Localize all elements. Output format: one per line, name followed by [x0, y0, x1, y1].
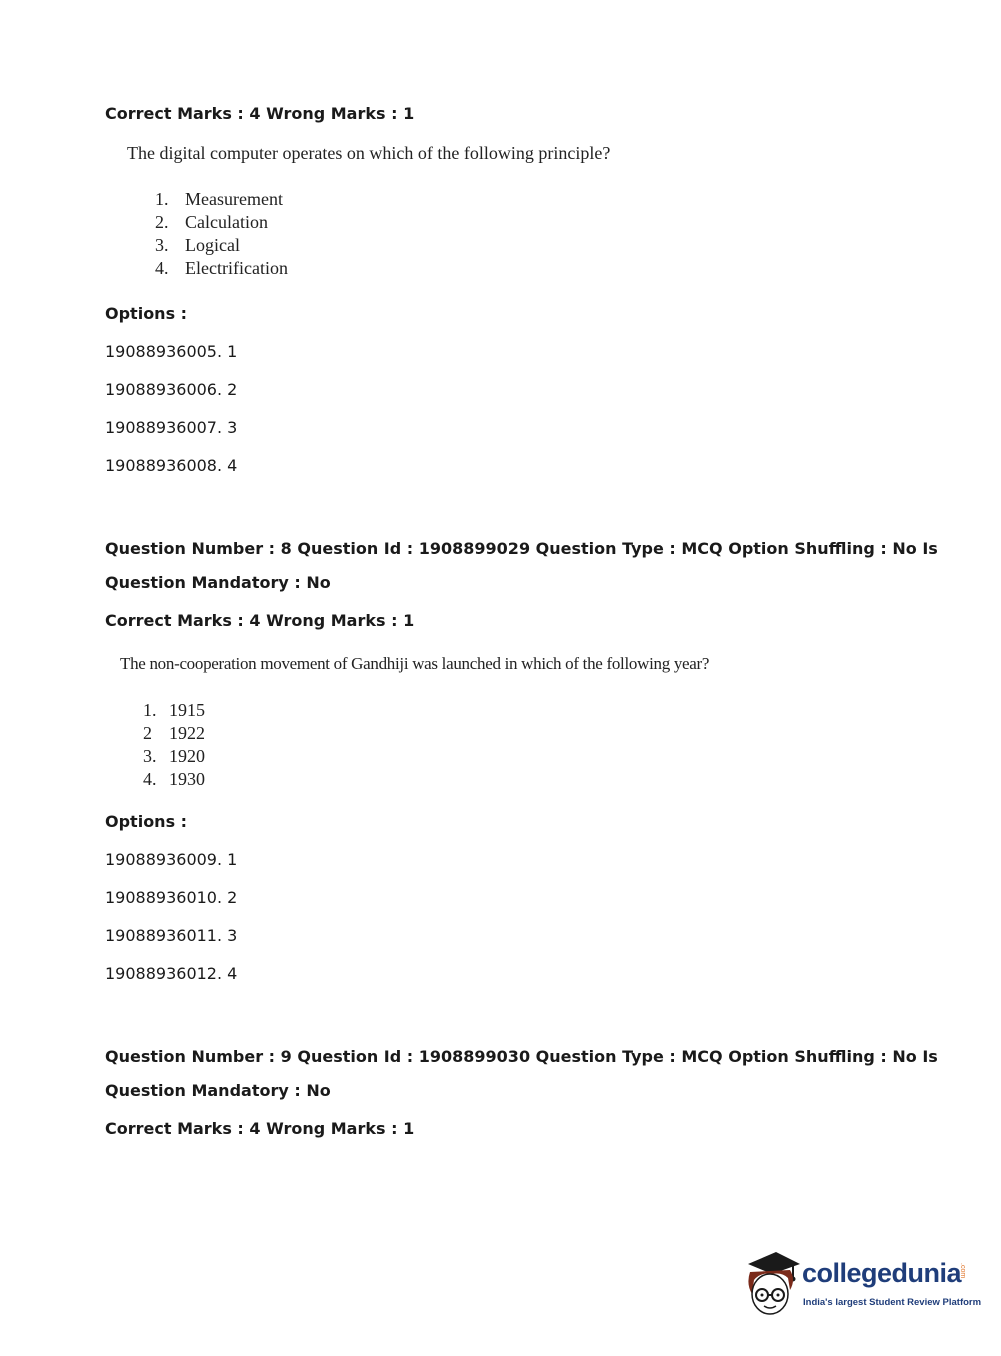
- q8-option-3: 19088936011. 3: [105, 926, 238, 945]
- q8-question-text: The non-cooperation movement of Gandhiji was launched in which of the following year?: [120, 654, 710, 673]
- q9-marks: Correct Marks : 4 Wrong Marks : 1: [105, 1119, 415, 1138]
- student-mascot-icon: [742, 1250, 804, 1320]
- q7-option-1: 19088936005. 1: [105, 342, 238, 361]
- q7-question-text: The digital computer operates on which of the following principle?: [127, 143, 611, 163]
- q8-marks: Correct Marks : 4 Wrong Marks : 1: [105, 611, 415, 630]
- q7-marks: Correct Marks : 4 Wrong Marks : 1: [105, 104, 415, 123]
- q9-header-line2: Question Mandatory : No: [105, 1081, 331, 1100]
- q7-options-label: Options :: [105, 304, 188, 323]
- q8-choice-2: 2 1922: [143, 723, 205, 743]
- q7-option-3: 19088936007. 3: [105, 418, 238, 437]
- q9-header-line1: Question Number : 9 Question Id : 1908899030 Question Type : MCQ Option Shuffling : No Is: [105, 1047, 938, 1066]
- q7-choice-2: 2. Calculation: [155, 212, 268, 232]
- q7-choice-1: 1. Measurement: [155, 189, 283, 209]
- q8-option-2: 19088936010. 2: [105, 888, 238, 907]
- q8-option-4: 19088936012. 4: [105, 964, 238, 983]
- q7-choice-4: 4. Electrification: [155, 258, 288, 278]
- q8-option-1: 19088936009. 1: [105, 850, 238, 869]
- logo-domain-suffix: .com: [959, 1263, 966, 1279]
- logo-wordmark: collegedunia: [802, 1258, 962, 1288]
- q8-header-line1: Question Number : 8 Question Id : 1908899029 Question Type : MCQ Option Shuffling : No Is: [105, 539, 938, 558]
- logo-tagline: India's largest Student Review Platform: [803, 1297, 982, 1308]
- q8-choice-4: 4. 1930: [143, 769, 205, 789]
- q7-choice-3: 3. Logical: [155, 235, 240, 255]
- q8-options-label: Options :: [105, 812, 188, 831]
- q8-header-line2: Question Mandatory : No: [105, 573, 331, 592]
- q8-choice-3: 3. 1920: [143, 746, 205, 766]
- q7-option-4: 19088936008. 4: [105, 456, 238, 475]
- q7-option-2: 19088936006. 2: [105, 380, 238, 399]
- collegedunia-logo: [742, 1250, 982, 1320]
- q8-choice-1: 1. 1915: [143, 700, 205, 720]
